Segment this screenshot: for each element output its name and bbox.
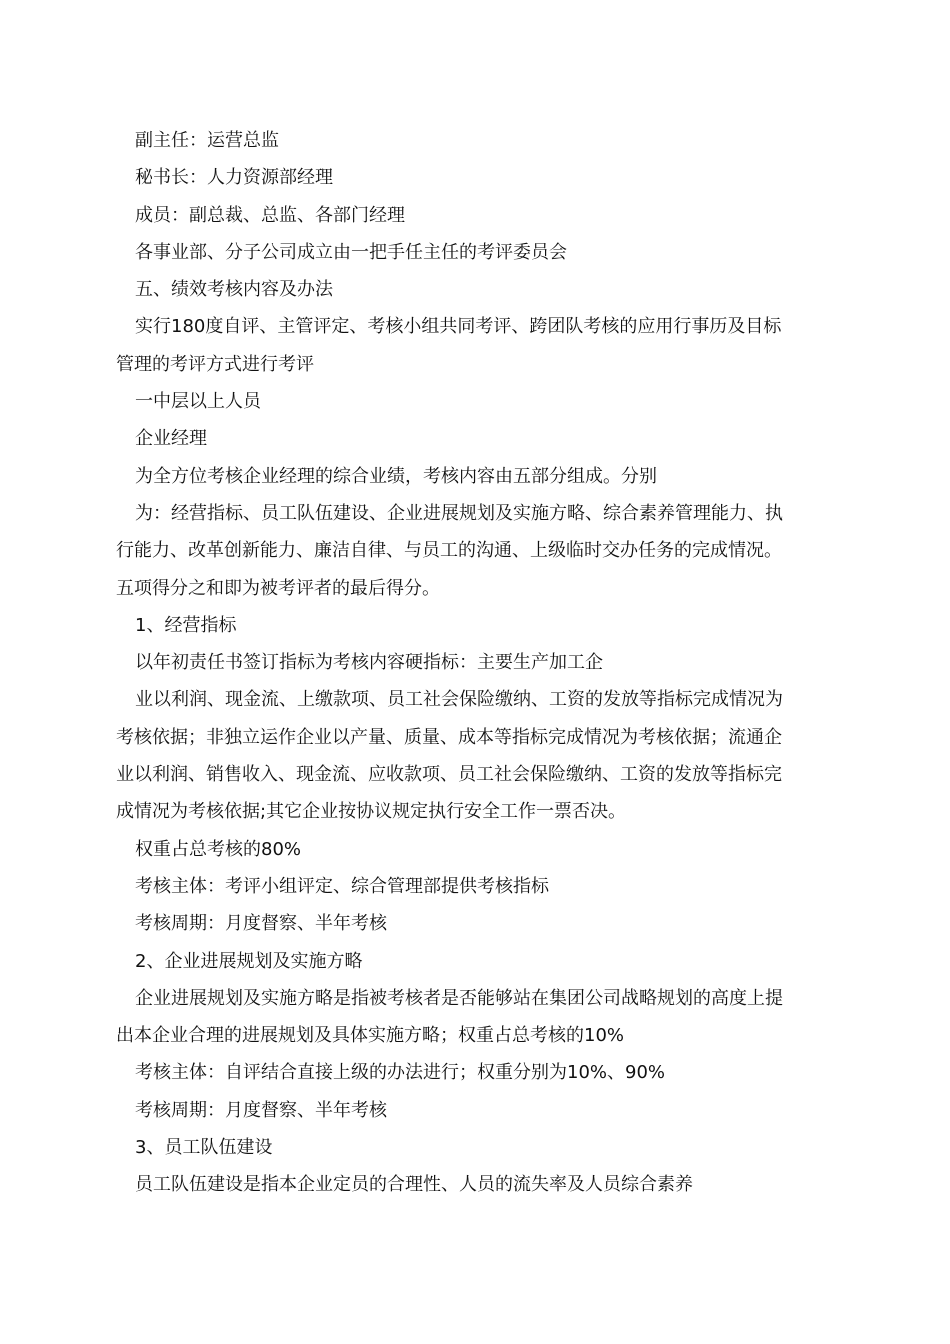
text-line: 各事业部、分子公司成立由一把手任主任的考评委员会 (135, 241, 567, 263)
text-line: 考核主体：考评小组评定、综合管理部提供考核指标 (135, 875, 549, 897)
text-line: 为：经营指标、员工队伍建设、企业进展规划及实施方略、综合素养管理能力、执 (135, 502, 783, 524)
text-line: 实行180度自评、主管评定、考核小组共同考评、跨团队考核的应用行事历及目标 (135, 316, 782, 338)
text-line: 五项得分之和即为被考评者的最后得分。 (116, 577, 440, 599)
text-line: 考核依据；非独立运作企业以产量、质量、成本等指标完成情况为考核依据；流通企 (116, 726, 782, 748)
text-line: 管理的考评方式进行考评 (116, 353, 314, 375)
subsection-heading: 一中层以上人员 (135, 391, 261, 413)
item-heading: 1、经营指标 (135, 614, 237, 636)
text-line: 成员：副总裁、总监、各部门经理 (135, 204, 405, 226)
section-heading: 五、绩效考核内容及办法 (135, 279, 333, 301)
text-line: 业以利润、销售收入、现金流、应收款项、员工社会保险缴纳、工资的发放等指标完 (116, 764, 782, 786)
text-line: 业以利润、现金流、上缴款项、员工社会保险缴纳、工资的发放等指标完成情况为 (135, 689, 783, 711)
item-heading: 2、企业进展规划及实施方略 (135, 950, 363, 972)
text-line: 副主任：运营总监 (135, 130, 279, 151)
text-line: 权重占总考核的80% (135, 838, 302, 860)
text-line: 以年初责任书签订指标为考核内容硬指标：主要生产加工企 (135, 652, 603, 674)
text-line: 行能力、改革创新能力、廉洁自律、与员工的沟通、上级临时交办任务的完成情况。 (116, 540, 782, 562)
text-line: 考核周期：月度督察、半年考核 (135, 1099, 387, 1121)
text-line: 为全方位考核企业经理的综合业绩，考核内容由五部分组成。分别 (135, 465, 657, 487)
text-line: 秘书长：人力资源部经理 (135, 167, 333, 189)
subsection-heading: 企业经理 (135, 428, 207, 450)
text-line: 成情况为考核依据;其它企业按协议规定执行安全工作一票否决。 (116, 801, 627, 823)
text-line: 考核主体：自评结合直接上级的办法进行；权重分别为10%、90% (135, 1062, 666, 1084)
text-line: 员工队伍建设是指本企业定员的合理性、人员的流失率及人员综合素养 (135, 1174, 693, 1196)
text-line: 出本企业合理的进展规划及具体实施方略；权重占总考核的10% (116, 1025, 625, 1047)
text-line: 考核周期：月度督察、半年考核 (135, 913, 387, 935)
document-body (116, 122, 836, 1204)
item-heading: 3、员工队伍建设 (135, 1137, 273, 1159)
text-line: 企业进展规划及实施方略是指被考核者是否能够站在集团公司战略规划的高度上提 (135, 987, 783, 1009)
